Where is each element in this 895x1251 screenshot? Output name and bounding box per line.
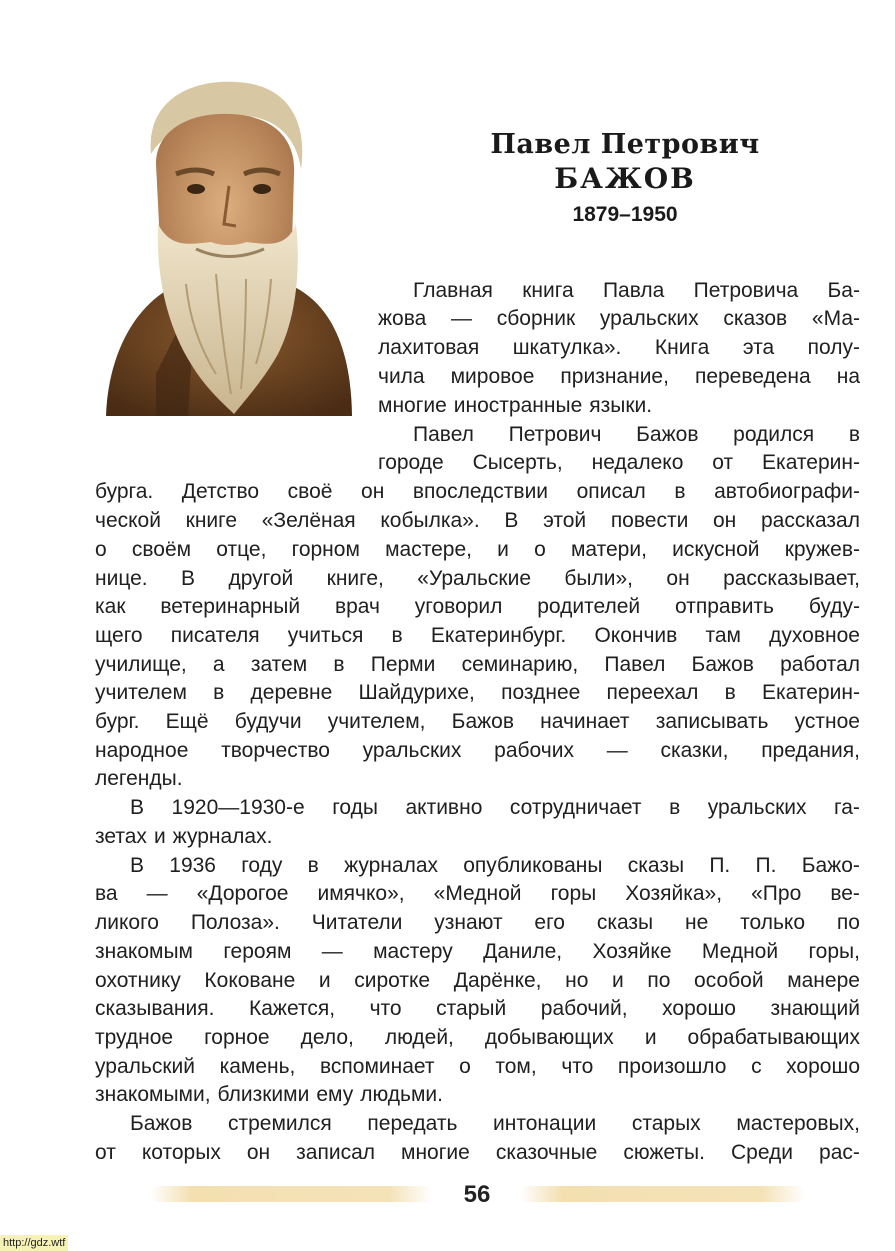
text-word: деревне: [250, 681, 333, 704]
text-word: —: [451, 307, 473, 330]
text-word: имячко»,: [317, 882, 405, 905]
text-word: уральский: [95, 1055, 195, 1078]
text-word: в: [669, 796, 681, 819]
text-word: с: [751, 1055, 762, 1078]
text-word: манере: [787, 969, 860, 992]
text-word: В: [504, 509, 519, 532]
text-word: уральских: [707, 796, 807, 819]
footer-band-left: [150, 1186, 432, 1202]
text-word: Бажов: [130, 1112, 193, 1135]
text-word: особой: [694, 969, 764, 992]
text-line: [95, 994, 860, 1023]
text-line: [95, 822, 860, 851]
text-word: в: [674, 480, 686, 503]
text-word: «Дорогое: [196, 882, 289, 905]
text-word: передать: [367, 1112, 458, 1135]
text-line: [95, 1023, 860, 1052]
text-word: людьми.: [360, 1083, 443, 1106]
text-word: искусной: [672, 538, 760, 561]
text-word: автобиографи-: [714, 480, 860, 503]
text-word: духовное: [769, 624, 860, 647]
text-word: Павел: [413, 423, 474, 446]
text-word: и: [612, 969, 624, 992]
text-word: Полоза».: [190, 911, 280, 934]
text-word: сказы: [627, 854, 685, 877]
text-word: годы: [332, 796, 378, 819]
text-word: предания,: [761, 739, 860, 762]
text-word: но: [565, 969, 589, 992]
author-last-name: БАЖОВ: [554, 162, 696, 195]
text-word: жова: [378, 307, 427, 330]
text-word: Медной: [701, 940, 779, 963]
text-word: были»,: [564, 567, 634, 590]
text-word: 1920—1930-е: [171, 796, 305, 819]
text-word: книге,: [326, 567, 384, 590]
text-word: врач: [334, 595, 380, 618]
text-word: трудное: [95, 1026, 174, 1049]
text-word: своё: [287, 480, 333, 503]
text-word: добывающих: [484, 1026, 614, 1049]
text-line: [95, 908, 860, 937]
text-word: которых: [141, 1141, 221, 1164]
text-word: он: [246, 1141, 271, 1164]
text-line: [95, 764, 860, 793]
text-word: сотрудничает: [509, 796, 642, 819]
text-word: мастеру: [373, 940, 453, 963]
text-word: сказывания.: [95, 997, 215, 1020]
text-word: рас-: [819, 1141, 860, 1164]
text-line: [95, 592, 860, 621]
text-line: [95, 678, 860, 707]
text-word: В: [181, 567, 196, 590]
text-word: что: [369, 997, 402, 1020]
text-word: записывать: [655, 710, 769, 733]
text-word: —: [606, 739, 628, 762]
text-line: [95, 937, 860, 966]
text-word: Екатерин-: [762, 681, 860, 704]
text-word: П.: [755, 854, 777, 877]
text-word: Перми: [370, 653, 436, 676]
text-word: «Уральские: [417, 567, 531, 590]
text-word: сказки,: [660, 739, 729, 762]
text-word: он: [666, 567, 690, 590]
text-word: его: [534, 911, 565, 934]
text-word: Книга: [654, 336, 710, 359]
text-word: Ба-: [827, 279, 860, 302]
text-line: [378, 304, 860, 333]
text-word: там: [705, 624, 741, 647]
text-word: родителей: [537, 595, 641, 618]
text-word: бурга.: [95, 480, 154, 503]
text-word: работал: [780, 653, 860, 676]
text-word: эта: [742, 336, 775, 359]
text-word: в: [391, 624, 403, 647]
text-word: рабочих: [494, 739, 574, 762]
text-word: мастере,: [385, 538, 472, 561]
text-word: щего: [95, 624, 143, 647]
text-word: о: [459, 1055, 471, 1078]
text-word: —: [321, 940, 343, 963]
text-word: зетах: [95, 825, 147, 848]
text-word: Бажов: [691, 653, 754, 676]
text-word: том,: [495, 1055, 537, 1078]
text-word: училище,: [95, 653, 187, 676]
text-word: городе: [378, 451, 444, 474]
text-word: «Про: [751, 882, 802, 905]
text-line: [95, 564, 860, 593]
text-word: кружев-: [784, 538, 860, 561]
text-word: и: [153, 825, 166, 848]
text-line: [130, 851, 860, 880]
text-word: Читатели: [311, 911, 403, 934]
text-word: стремился: [227, 1112, 332, 1135]
text-word: полу-: [807, 336, 860, 359]
text-word: нице.: [95, 567, 148, 590]
text-line: [95, 707, 860, 736]
text-line: [378, 362, 860, 391]
text-word: учиться: [287, 624, 364, 647]
text-line: [95, 506, 860, 535]
watermark: http://gdz.wtf: [0, 1235, 68, 1251]
text-word: от: [95, 1141, 116, 1164]
text-word: ва: [95, 882, 118, 905]
text-word: старый: [436, 997, 507, 1020]
text-word: а: [212, 653, 225, 676]
text-word: ческой: [95, 509, 161, 532]
text-word: хорошо: [786, 1055, 860, 1078]
text-word: горном: [291, 538, 360, 561]
text-word: году: [241, 854, 283, 877]
text-word: уральских: [599, 307, 699, 330]
text-word: бург.: [95, 710, 140, 733]
text-word: старых: [631, 1112, 701, 1135]
text-word: ве-: [830, 882, 860, 905]
text-word: Ещё: [165, 710, 209, 733]
text-word: знающий: [770, 997, 860, 1020]
text-line: [95, 1138, 860, 1167]
text-word: Петровича: [693, 279, 799, 302]
text-word: он: [713, 509, 737, 532]
text-word: горы: [550, 882, 597, 905]
text-word: Екатеринбург.: [430, 624, 567, 647]
text-word: сюжеты.: [623, 1141, 705, 1164]
text-word: признание,: [560, 365, 669, 388]
text-word: что: [561, 1055, 594, 1078]
text-line: [378, 333, 860, 362]
text-word: учителем: [95, 681, 187, 704]
text-word: переведена: [694, 365, 811, 388]
text-word: в: [213, 681, 225, 704]
text-word: «Медной: [433, 882, 522, 905]
text-word: родился: [733, 423, 815, 446]
text-word: только: [740, 911, 806, 934]
text-word: писателя: [170, 624, 260, 647]
page-number: 56: [463, 1181, 491, 1208]
text-word: Бажов: [451, 710, 514, 733]
author-portrait-icon: [96, 74, 354, 416]
text-word: горы,: [808, 940, 860, 963]
text-line: [413, 420, 860, 449]
text-word: в: [333, 653, 345, 676]
text-word: не: [685, 911, 709, 934]
text-word: охотнику: [95, 969, 181, 992]
text-word: ветеринарный: [160, 595, 301, 618]
text-line: [413, 276, 860, 305]
text-line: [95, 879, 860, 908]
text-word: многие: [378, 394, 447, 417]
text-word: рассказал: [760, 509, 860, 532]
author-years: 1879–1950: [572, 203, 678, 226]
text-word: книге: [185, 509, 238, 532]
text-word: на: [836, 365, 860, 388]
text-word: описал: [576, 480, 646, 503]
text-word: сказы: [596, 911, 654, 934]
text-word: Сысерть,: [472, 451, 563, 474]
title-block: [440, 128, 810, 230]
text-word: творчество: [221, 739, 330, 762]
text-word: этой: [543, 509, 587, 532]
text-line: [130, 1109, 860, 1138]
text-word: Шайдурихе,: [358, 681, 475, 704]
text-word: близкими: [217, 1083, 310, 1106]
text-line: [130, 793, 860, 822]
text-word: сиротке: [354, 969, 431, 992]
text-word: Среди: [730, 1141, 794, 1164]
text-word: «Зелёная: [261, 509, 356, 532]
text-word: матери,: [570, 538, 647, 561]
text-word: Главная: [413, 279, 493, 302]
text-word: Павел: [604, 653, 666, 676]
text-word: 1936: [169, 854, 216, 877]
author-portrait: [96, 74, 354, 416]
text-word: о: [534, 538, 546, 561]
text-word: активно: [405, 796, 483, 819]
text-word: П.: [709, 854, 731, 877]
text-word: впоследствии: [412, 480, 549, 503]
text-word: дело,: [300, 1026, 354, 1049]
text-word: семинарию,: [461, 653, 579, 676]
text-word: записал: [296, 1141, 375, 1164]
text-word: по: [647, 969, 671, 992]
text-word: —: [146, 882, 168, 905]
text-word: сборник: [496, 307, 576, 330]
text-word: отце,: [216, 538, 267, 561]
text-word: Детство: [181, 480, 260, 503]
text-word: и: [644, 1026, 657, 1049]
text-word: своём: [131, 538, 192, 561]
text-word: мастеровых,: [736, 1112, 860, 1135]
text-word: га-: [834, 796, 860, 819]
text-word: В: [130, 796, 145, 819]
text-word: хорошо: [662, 997, 736, 1020]
text-word: другой: [228, 567, 294, 590]
text-line: [95, 477, 860, 506]
text-word: интонации: [493, 1112, 597, 1135]
text-word: языки.: [589, 394, 653, 417]
text-word: Петрович: [508, 423, 602, 446]
text-word: Кажется,: [249, 997, 336, 1020]
text-word: как: [95, 595, 126, 618]
text-word: он: [361, 480, 385, 503]
text-word: журналах: [344, 854, 438, 877]
text-word: отправить: [674, 595, 774, 618]
text-word: позднее: [501, 681, 581, 704]
text-line: [95, 650, 860, 679]
text-word: мировое: [450, 365, 535, 388]
text-word: в: [307, 854, 319, 877]
text-word: узнают: [434, 911, 503, 934]
text-word: ему: [316, 1083, 354, 1106]
text-word: по: [836, 911, 860, 934]
text-word: Дарёнке,: [453, 969, 542, 992]
text-word: и: [318, 969, 331, 992]
text-word: Екатерин-: [762, 451, 860, 474]
text-line: [95, 1052, 860, 1081]
footer-band-right: [520, 1186, 805, 1202]
text-word: знакомыми,: [95, 1083, 211, 1106]
text-line: [378, 391, 860, 420]
text-word: произошло: [617, 1055, 727, 1078]
text-word: легенды.: [95, 767, 183, 790]
text-word: рабочий,: [540, 997, 628, 1020]
text-line: [95, 1080, 860, 1109]
text-word: Хозяйке: [592, 940, 672, 963]
text-word: В: [130, 854, 145, 877]
text-word: устное: [794, 710, 860, 733]
text-word: знакомым: [95, 940, 193, 963]
text-word: уговорил: [414, 595, 503, 618]
text-word: буду-: [808, 595, 860, 618]
text-word: героям: [223, 940, 292, 963]
author-first-name: Павел Петрович: [490, 129, 760, 160]
text-word: сказов: [723, 307, 788, 330]
text-word: Бажов: [636, 423, 699, 446]
text-word: людей,: [384, 1026, 454, 1049]
text-word: о: [95, 538, 107, 561]
page-footer: [150, 1176, 805, 1216]
text-line: [95, 736, 860, 765]
text-word: начинает: [540, 710, 630, 733]
text-word: рассказывает,: [723, 567, 860, 590]
text-word: кобылка».: [380, 509, 480, 532]
text-word: обрабатывающих: [687, 1026, 860, 1049]
text-word: и: [497, 538, 509, 561]
text-word: Окончив: [594, 624, 678, 647]
text-word: камень,: [219, 1055, 296, 1078]
text-word: ликого: [95, 911, 159, 934]
text-word: лахитовая: [378, 336, 480, 359]
text-word: опубликованы: [463, 854, 603, 877]
text-word: народное: [95, 739, 189, 762]
text-word: Хозяйка»,: [625, 882, 723, 905]
text-word: затем: [250, 653, 308, 676]
text-word: недалеко: [591, 451, 684, 474]
text-word: Бажо-: [801, 854, 860, 877]
text-word: в: [848, 423, 860, 446]
text-line: [378, 448, 860, 477]
text-word: чила: [378, 365, 425, 388]
text-word: сказочные: [495, 1141, 598, 1164]
text-line: [95, 535, 860, 564]
text-word: от: [712, 451, 734, 474]
text-word: шкатулка».: [512, 336, 622, 359]
text-word: в: [724, 681, 736, 704]
text-word: книга: [522, 279, 574, 302]
text-word: многие: [401, 1141, 470, 1164]
text-word: повести: [610, 509, 689, 532]
text-word: вспоминает: [319, 1055, 435, 1078]
text-line: [95, 621, 860, 650]
text-word: переехал: [606, 681, 699, 704]
text-word: уральских: [362, 739, 462, 762]
text-word: иностранные: [453, 394, 583, 417]
text-word: учителем,: [327, 710, 426, 733]
text-word: журналах.: [172, 825, 273, 848]
text-word: будучи: [234, 710, 302, 733]
text-word: Даниле,: [483, 940, 563, 963]
text-line: [95, 966, 860, 995]
text-word: Коковане: [204, 969, 296, 992]
text-word: горное: [204, 1026, 270, 1049]
text-word: «Ма-: [811, 307, 860, 330]
text-word: Павла: [602, 279, 665, 302]
